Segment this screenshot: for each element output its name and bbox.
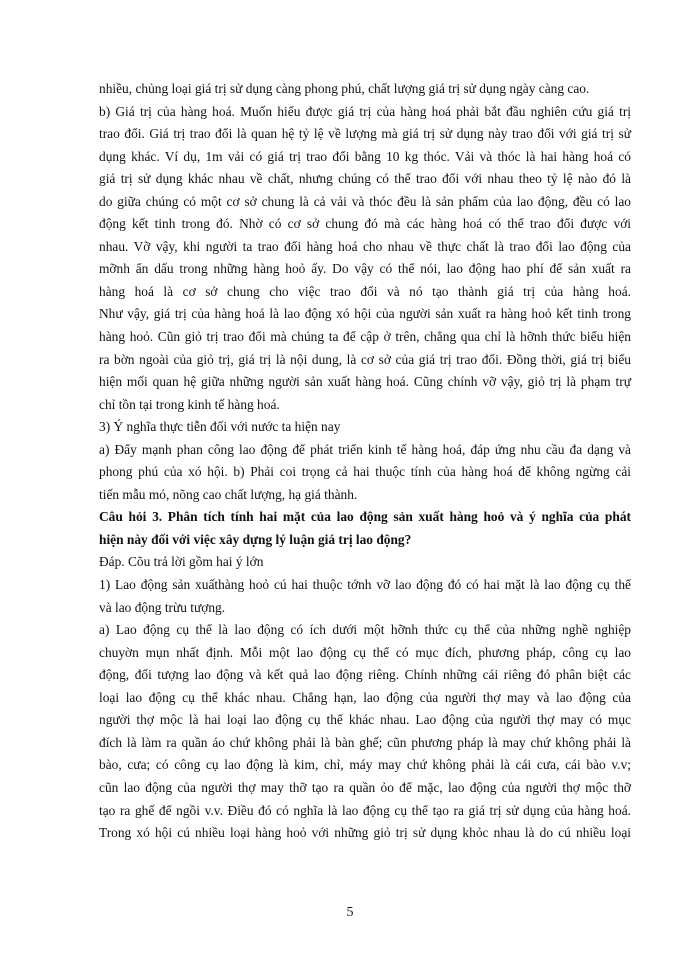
- text-line: dụng khác. Ví dụ, 1m vải có giá trị trao đổi bằng 10 kg thóc. Vải và thóc là hai hàng hoá có: [99, 148, 631, 164]
- text-line: tạo ra ghế để ngồi v.v. Điều đó có nghĩa là lao động cụ thể tạo ra giá trị sử dụng của hàng hoá.: [99, 802, 631, 818]
- text-line: b) Giá trị của hàng hoá. Muốn hiểu được giá trị của hàng hoá phải bắt đầu nghiên cứu giá trị: [99, 103, 631, 119]
- text-line: động kết tinh trong đó. Nhờ có cơ sở chung đó mà các hàng hoá có thể trao đổi được với: [99, 216, 631, 232]
- text-line: trao đổi. Giá trị trao đổi là quan hệ tỷ lệ về lượng mà giá trị sử dụng này trao đổi với giá trị sử: [99, 126, 631, 142]
- text-line: nhau. Vỡ vậy, khi người ta trao đổi hàng hoá cho nhau về thực chất là trao đổi lao động của: [99, 238, 631, 254]
- text-line: cũn lao động của người thợ may thỡ tạo ra quần ỏo để mặc, lao động của người thợ mộc thỡ: [99, 779, 631, 795]
- text-line: người thợ mộc là hai loại lao động cụ thể khác nhau. Lao động của người thợ may có mục: [99, 712, 631, 728]
- question-heading-line: hiện này đối với việc xây dựng lý luận giá trị lao động?: [99, 531, 412, 547]
- text-line: tiến mẫu mó, nõng cao chất lượng, hạ giá thành.: [99, 486, 358, 502]
- text-line: hàng hoỏ. Cũn giỏ trị trao đổi mà chúng ta để cập ở trên, chẳng qua chỉ là hỡnh thức biểu hiện: [99, 329, 631, 345]
- text-line: phong phú của xó hội. b) Phải coi trọng cả hai thuộc tính của hàng hoá để không ngừng cải: [99, 464, 631, 480]
- text-line: loại lao động cụ thể khác nhau. Chẳng hạn, lao động của người thợ may và lao động của: [99, 689, 631, 705]
- question-heading-line: Câu hỏi 3. Phân tích tính hai mặt của lao động sản xuất hàng hoỏ và ý nghĩa của phát: [99, 509, 631, 525]
- text-line: động, đối tượng lao động và kết quả lao động riêng. Chính những cái riêng đó phân biệt các: [99, 667, 631, 683]
- text-line: Như vậy, giá trị của hàng hoá là lao động xó hội của người sản xuất ra hàng hoỏ kết tinh trong: [99, 306, 631, 322]
- text-line: hiện mối quan hệ giữa những người sản xuất hàng hoá. Cũng chính vỡ vậy, giỏ trị là phạm trự: [99, 374, 631, 390]
- text-line: Trong xó hội cú nhiều loại hàng hoỏ với những giỏ trị sử dụng khỏc nhau là do cú nhiều loại: [99, 825, 631, 841]
- text-line: hàng hoá là cơ sở chung cho việc trao đổi và nó tạo thành giá trị của hàng hoá.: [99, 283, 631, 299]
- text-line: a) Lao động cụ thể là lao động có ích dưới một hỡnh thức cụ thể của những nghề nghiệp: [99, 622, 631, 638]
- text-line: đích là làm ra quần áo chứ không phải là bàn ghế; cũn phương pháp là may chứ không phải là: [99, 734, 631, 750]
- text-line: bào, cưa; có công cụ lao động là kim, chỉ, máy may chứ không phải là cái cưa, cái bào v.v;: [99, 757, 631, 773]
- text-line: nhiều, chủng loại giá trị sử dụng càng phong phú, chất lượng giá trị sử dụng ngày càng cao.: [99, 81, 590, 96]
- body-text: [99, 78, 631, 845]
- text-line: chuyờn mụn nhất định. Mỗi một lao động cụ thể có mục đích, phương pháp, công cụ lao: [99, 644, 631, 660]
- text-line: a) Đẩy mạnh phan công lao động để phát triển kinh tế hàng hoá, đáp ứng nhu cầu đa dạng và: [99, 441, 631, 457]
- page-number: 5: [346, 905, 354, 920]
- text-line: giá trị sử dụng khác nhau về chất, nhưng chúng có thể trao đổi với nhau theo tỷ lệ nào đó là: [99, 171, 631, 187]
- text-line: 3) Ý nghĩa thực tiễn đối với nước ta hiện nay: [99, 419, 341, 435]
- text-line: và lao động trừu tượng.: [99, 599, 226, 615]
- text-line: chỉ tồn tại trong kinh tế hàng hoá.: [99, 396, 280, 412]
- text-line: ra bờn ngoài của giỏ trị, giá trị là nội dung, là cơ sở của giá trị trao đổi. Đồng thời, giá trị biểu: [99, 351, 631, 367]
- text-line: mỡnh ẩn dấu trong những hàng hoỏ ấy. Do vậy có thể nói, lao động hao phí để sản xuất ra: [99, 261, 631, 277]
- text-line: 1) Lao động sản xuấthàng hoỏ cú hai thuộc tớnh vỡ lao động đó có hai mặt là lao động cụ thể: [99, 577, 631, 593]
- text-line: do giữa chúng có một cơ sở chung là cả vải và thóc đều là sản phẩm của lao động, đều có lao: [99, 193, 631, 209]
- text-line: Đáp. Cõu trả lời gồm hai ý lớn: [99, 554, 264, 570]
